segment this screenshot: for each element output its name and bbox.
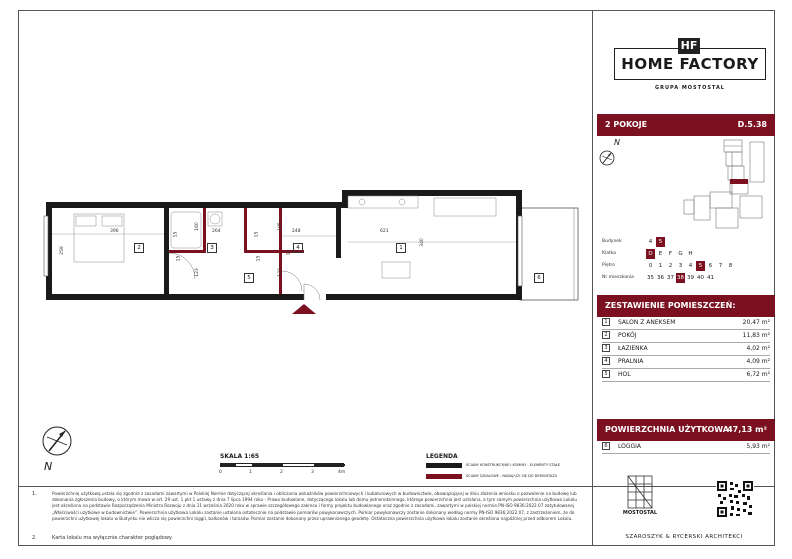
- rooms-section-title: ZESTAWIENIE POMIESZCZEŃ:: [605, 301, 736, 310]
- scale-bar: [220, 463, 344, 467]
- pietro-5: 5: [696, 261, 705, 271]
- legend-swatch-structural: [426, 463, 462, 468]
- pietro-7: 7: [718, 263, 723, 269]
- room-row: [602, 330, 770, 341]
- dim-15b: 15: [254, 231, 260, 238]
- mieszkanie-41: 41: [707, 275, 714, 281]
- mieszkanie-37: 37: [667, 275, 674, 281]
- plan-room-5: 5: [244, 273, 254, 283]
- plan-room-3: 3: [207, 243, 217, 253]
- dim-123a: 123: [194, 268, 200, 277]
- mostostal-logo: [618, 470, 662, 520]
- plan-room-6: 6: [534, 273, 544, 283]
- panel-divider: [592, 10, 593, 486]
- note-1: Powierzchnię użytkową ustala się zgodnie z zasadami zawartymi w Polskiej Normie dotyczącej określania i obliczania wskaźników powierzchniowych i kubaturowych w budownictwie, obowiązującej w dniu złożenia wniosku o pozwolenie na budowę lub dokonania zgłoszenia budowy, o którym mowa w art. 29 ust. 1 pkt 1 ustawy z dnia 7 lipca 1994 roku - Prawo budowlane, dotyczącego lokalu lub domu jednorodzinnego, którego powierzchnia jest ustalana, a tym samym powierzchnia użytkowa Lokalu jest określona na podstawie Rozporządzenia Ministra Rozwoju z dnia 11 września 2020 roku w sprawie szczegółowego zakresu i formy projektu budowlanego oraz zgodnie z zasadami, zawartymi w polskiej normie PN-ISO 9836:2022.07 zatytułowanej „Właściwości użytkowe w budownictwie". Powierzchnia użytkowa Lokalu zostanie ustalona ostatecznie na podstawie pomiarów powykonawczych. Pomiar powykonawczy zostanie dokonany według normy PN-ISO 9836:2022.07, z zastrzeżeniem, że do powierzchni użytkowej lokalu w Budynku nie wlicza się powierzchni loggii, balkonów i tarasów. Pomiar zostanie dokonany przez uprawnionego geodetę. Ostateczna powierzchnia użytkowa lokalu zostanie określona najpóźniej przed odbiorem Lokalu.: [52, 491, 577, 521]
- dim-15d: 15: [256, 255, 262, 262]
- mieszkanie-38: 38: [677, 275, 684, 281]
- qr-code[interactable]: [716, 480, 754, 518]
- brand-name: HOME FACTORY: [621, 55, 759, 73]
- usable-area-value: 47,13 m²: [727, 425, 767, 434]
- rooms-count-label: 2 POKOJE: [605, 120, 648, 129]
- room-area: 4,09 m²: [746, 358, 770, 365]
- room-name: PRALNIA: [618, 358, 644, 365]
- row-divider: [602, 453, 770, 454]
- room-num: 5: [602, 370, 610, 378]
- scale-tick-4m: 4m: [338, 470, 346, 475]
- plan-room-1: 1: [396, 243, 406, 253]
- pietro-2: 2: [668, 263, 673, 269]
- scale-label: SKALA 1:65: [220, 453, 260, 460]
- room-row: [602, 356, 770, 367]
- klatka-G: G: [678, 251, 683, 257]
- scale-tick-3: 3: [311, 470, 314, 475]
- pietro-3: 3: [678, 263, 683, 269]
- apartment-code: D.5.38: [737, 120, 767, 129]
- dim-11: 11: [286, 249, 292, 256]
- pietro-6: 6: [708, 263, 713, 269]
- loggia-area: 5,93 m²: [746, 443, 770, 450]
- budynek-label: Budynek: [602, 239, 622, 244]
- note-2: Karta lokalu ma wyłącznie charakter poglądowy.: [52, 535, 173, 541]
- room-name: HOL: [618, 371, 631, 378]
- mostostal-name: MOSTOSTAL: [622, 510, 658, 516]
- scale-tick-2: 2: [280, 470, 283, 475]
- mieszkanie-39: 39: [687, 275, 694, 281]
- compass-large-letter: N: [44, 460, 53, 473]
- loggia-name: LOGGIA: [618, 443, 642, 450]
- footer-vdivider: [592, 486, 593, 546]
- room-num: 2: [602, 331, 610, 339]
- dim-396: 396: [110, 229, 119, 234]
- room-row: [602, 317, 770, 328]
- legend-swatch-partition: [426, 474, 462, 479]
- compass-large: [40, 424, 74, 458]
- architects-credit: SZAROSZYK & RYCERSKI ARCHITEKCI: [625, 534, 743, 540]
- dim-259: 259: [59, 246, 65, 255]
- klatka-label: Klatka: [602, 251, 617, 256]
- klatka-F: F: [668, 251, 673, 257]
- compass-small-letter: N: [614, 138, 620, 147]
- room-num: 4: [602, 357, 610, 365]
- pietro-1: 1: [658, 263, 663, 269]
- pietro-label: Piętro: [602, 263, 615, 268]
- dim-621: 621: [380, 229, 389, 234]
- klatka-E: E: [658, 251, 663, 257]
- dim-123b: 123: [277, 268, 283, 277]
- mieszkanie-label: Nr mieszkania: [602, 275, 634, 280]
- room-name: POKÓJ: [618, 332, 637, 339]
- row-divider: [602, 381, 770, 382]
- klatka-D: D: [646, 249, 655, 259]
- brand-group: GRUPA MOSTOSTAL: [655, 85, 725, 91]
- room-area: 11,83 m²: [742, 332, 770, 339]
- dim-340: 340: [419, 238, 425, 247]
- brand-badge: HF: [678, 38, 700, 54]
- room-area: 6,72 m²: [746, 371, 770, 378]
- room-row: [602, 343, 770, 354]
- loggia-num: 6: [602, 442, 610, 450]
- loggia-row: [602, 441, 770, 452]
- mieszkanie-40: 40: [697, 275, 704, 281]
- klatka-H: H: [688, 251, 693, 257]
- note-1-number: 1.: [32, 491, 37, 497]
- compass-small: [598, 144, 618, 168]
- plan-room-2: 2: [134, 243, 144, 253]
- dim-185: 185: [277, 222, 283, 231]
- legend-title: LEGENDA: [426, 453, 458, 460]
- budynek-5: 5: [656, 237, 665, 247]
- note-2-number: 2.: [32, 535, 37, 541]
- pietro-4: 4: [688, 263, 693, 269]
- room-name: SALON Z ANEKSEM: [618, 319, 676, 326]
- dim-248: 248: [292, 229, 301, 234]
- rooms-section-bar: [597, 295, 775, 317]
- key-plan: [676, 138, 772, 232]
- dim-264: 264: [212, 229, 221, 234]
- legend-item-structural: ŚCIANY KONSTRUKCYJNE I KOMINY - ELEMENTY STAŁE: [466, 463, 560, 467]
- scale-tick-1: 1: [249, 470, 252, 475]
- room-num: 3: [602, 344, 610, 352]
- mieszkanie-35: 35: [647, 275, 654, 281]
- pietro-8: 8: [728, 263, 733, 269]
- floor-plan: [36, 186, 588, 316]
- mieszkanie-36: 36: [657, 275, 664, 281]
- room-row: [602, 369, 770, 380]
- pietro-0: 0: [648, 263, 653, 269]
- room-area: 4,02 m²: [746, 345, 770, 352]
- budynek-4: 4: [648, 239, 653, 245]
- scale-tick-0: 0: [219, 470, 222, 475]
- usable-area-bar: [597, 419, 775, 441]
- legend-item-partition: ŚCIANY DZIAŁOWE - NADAJĄCE SIĘ DO DEMONTAŻU: [466, 474, 558, 478]
- dim-15a: 15: [173, 231, 179, 238]
- room-num: 1: [602, 318, 610, 326]
- dim-160: 160: [194, 222, 200, 231]
- room-name: ŁAZIENKA: [618, 345, 648, 352]
- room-area: 20,47 m²: [742, 319, 770, 326]
- dim-15c: 15: [176, 255, 182, 262]
- apartment-bar: [597, 114, 775, 136]
- usable-area-label: POWIERZCHNIA UŻYTKOWA:: [605, 425, 733, 434]
- plan-room-4: 4: [293, 243, 303, 253]
